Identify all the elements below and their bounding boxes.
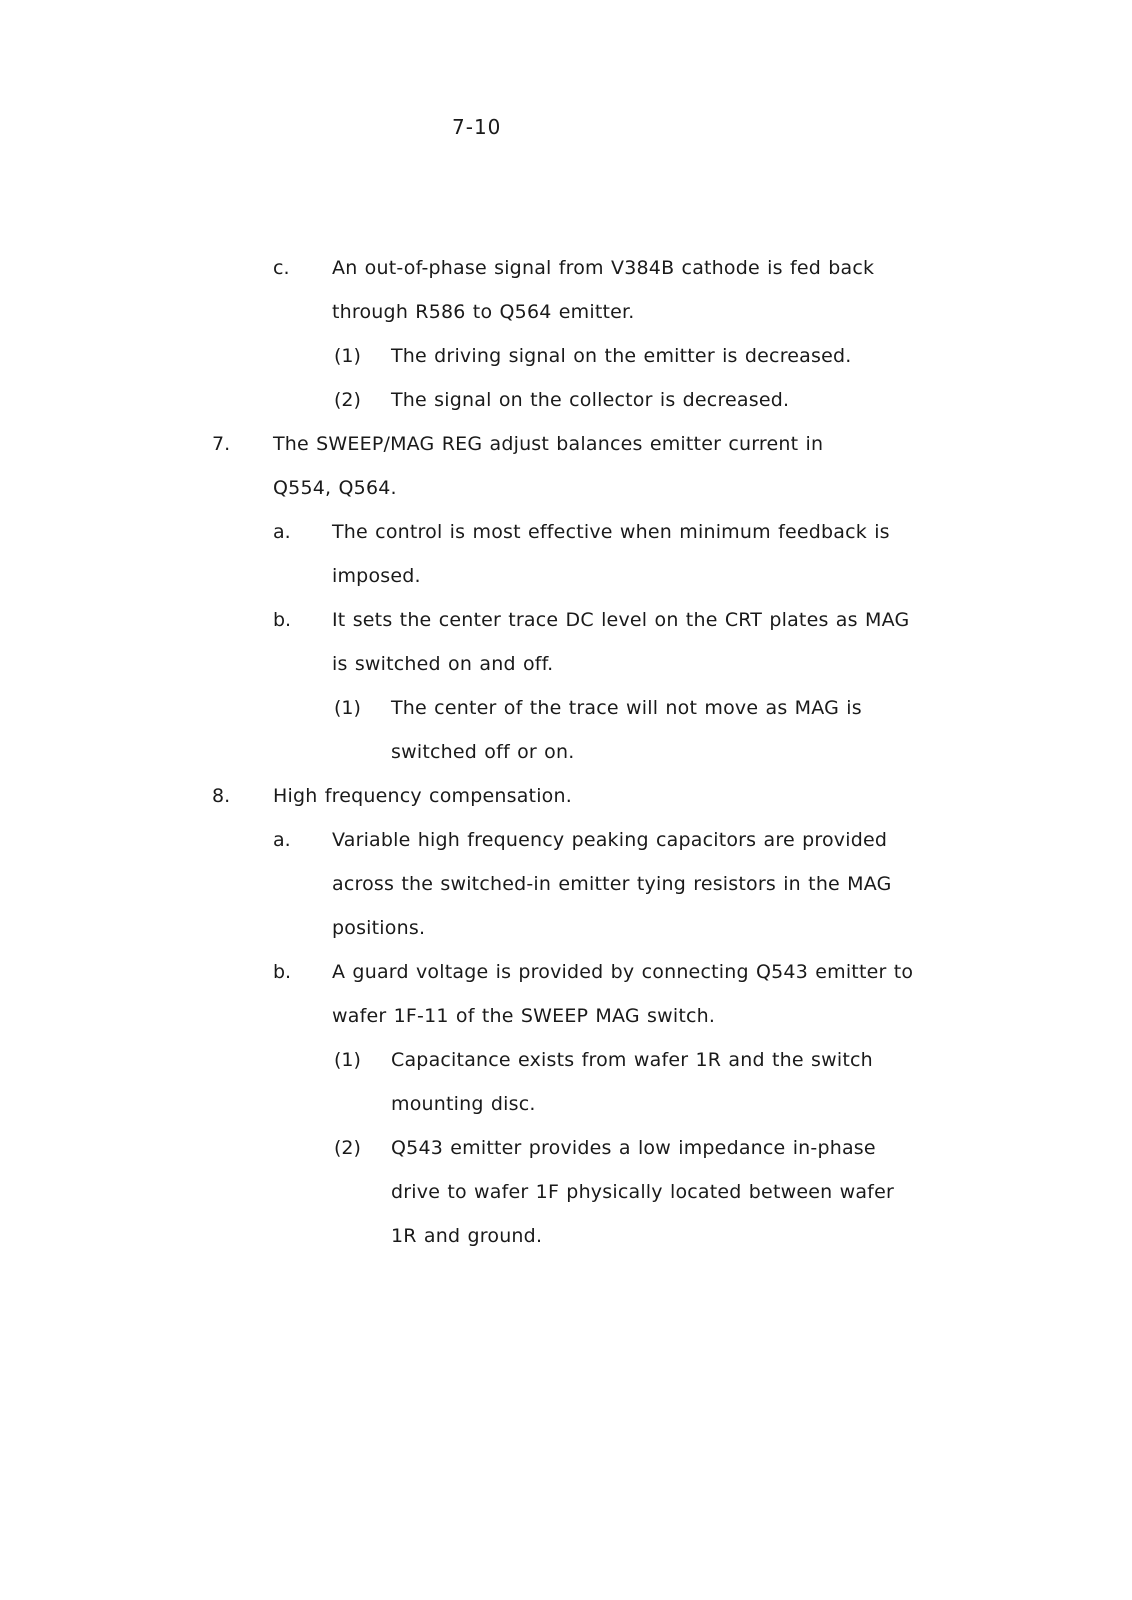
item-text: It sets the center trace DC level on the CRT plates as MAG is switched on and off.: [332, 609, 910, 675]
outline-item-6c2: [0, 378, 1132, 422]
item-marker: (1): [334, 697, 361, 719]
item-text: The SWEEP/MAG REG adjust balances emitter current in Q554, Q564.: [273, 433, 824, 499]
item-marker: c.: [273, 257, 290, 279]
outline-list: [0, 246, 1132, 1258]
item-text: The signal on the collector is decreased.: [391, 389, 790, 411]
outline-item-8a: [0, 818, 1132, 950]
item-text: A guard voltage is provided by connecting Q543 emitter to wafer 1F-11 of the SWEEP MAG switch.: [332, 961, 914, 1027]
outline-item-7a: [0, 510, 1132, 598]
item-text: The driving signal on the emitter is decreased.: [391, 345, 852, 367]
item-marker: (2): [334, 1137, 361, 1159]
item-marker: 8.: [212, 785, 231, 807]
item-text: The control is most effective when minimum feedback is imposed.: [332, 521, 890, 587]
outline-item-6c1: [0, 334, 1132, 378]
outline-item-8b: [0, 950, 1132, 1038]
item-text: Variable high frequency peaking capacitors are provided across the switched-in emitter tying resistors in the MAG positions.: [332, 829, 892, 939]
outline-item-7b: [0, 598, 1132, 686]
item-marker: a.: [273, 521, 291, 543]
outline-item-7: [0, 422, 1132, 510]
outline-item-8b1: [0, 1038, 1132, 1126]
outline-item-7b1: [0, 686, 1132, 774]
item-marker: b.: [273, 961, 292, 983]
outline-item-8: [0, 774, 1132, 818]
item-text: High frequency compensation.: [273, 785, 572, 807]
item-marker: (1): [334, 1049, 361, 1071]
item-marker: (1): [334, 345, 361, 367]
item-marker: 7.: [212, 433, 231, 455]
outline-item-8b2: [0, 1126, 1132, 1258]
item-marker: (2): [334, 389, 361, 411]
outline-item-6c: [0, 246, 1132, 334]
item-marker: b.: [273, 609, 292, 631]
item-text: Q543 emitter provides a low impedance in-phase drive to wafer 1F physically located between wafer 1R and ground.: [391, 1137, 894, 1247]
item-marker: a.: [273, 829, 291, 851]
item-text: Capacitance exists from wafer 1R and the switch mounting disc.: [391, 1049, 873, 1115]
page-number: 7-10: [452, 115, 502, 139]
item-text: An out-of-phase signal from V384B cathode is fed back through R586 to Q564 emitter.: [332, 257, 875, 323]
item-text: The center of the trace will not move as MAG is switched off or on.: [391, 697, 862, 763]
